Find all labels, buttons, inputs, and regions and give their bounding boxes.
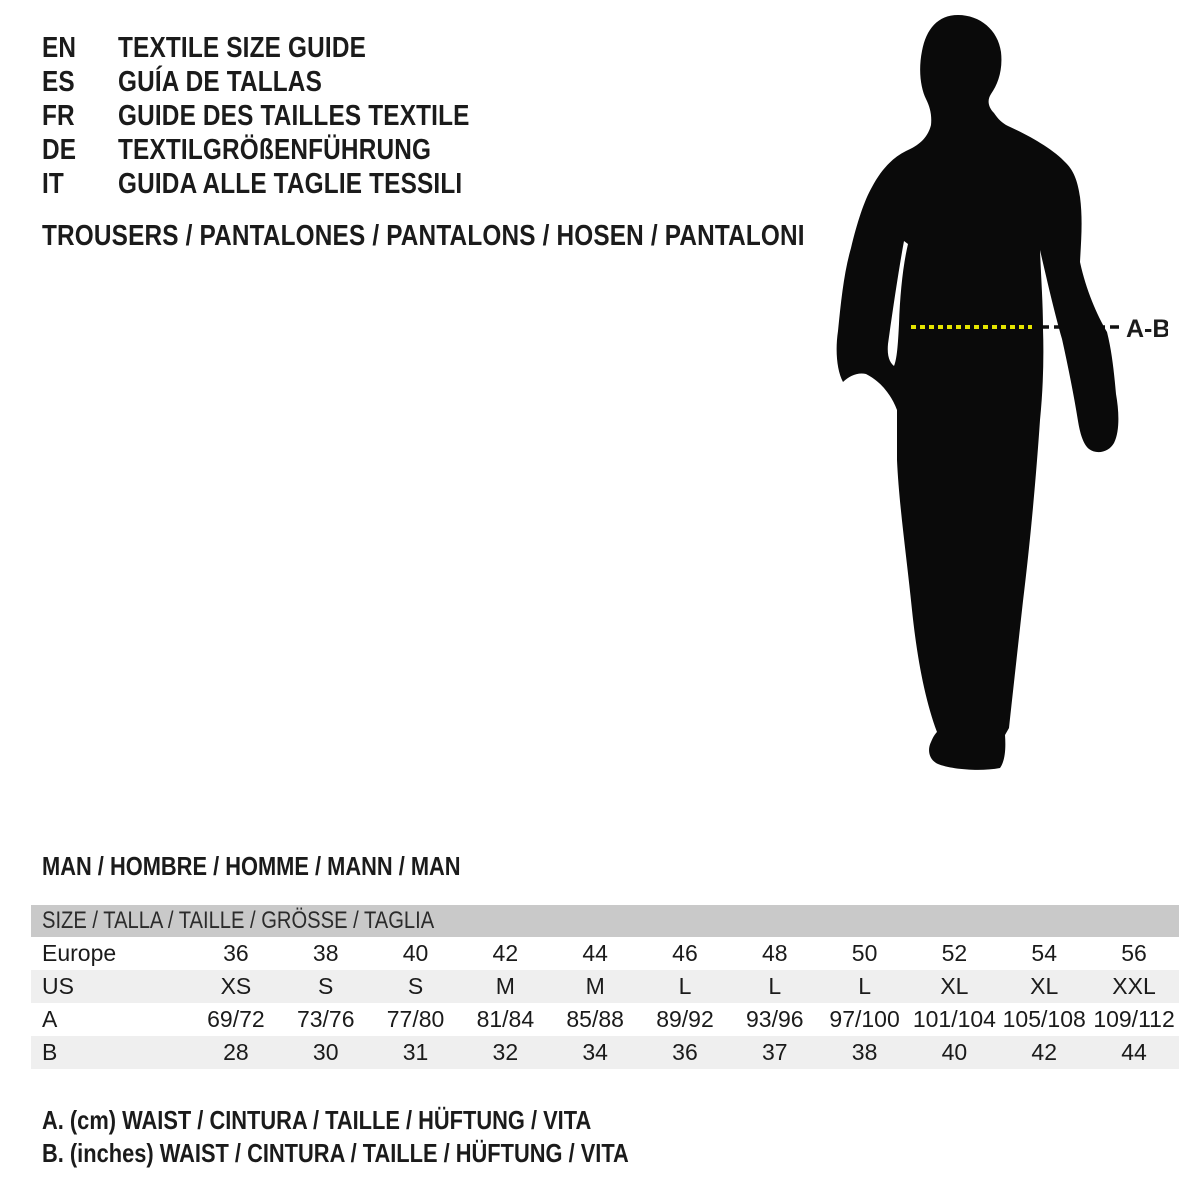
note-a: A. (cm) WAIST / CINTURA / TAILLE / HÜFTUNG / VITA [42, 1104, 592, 1135]
size-cell: 38 [851, 1039, 878, 1065]
language-row [42, 133, 537, 167]
size-cell: L [678, 973, 692, 999]
language-code: EN [42, 31, 77, 64]
size-cell: 81/84 [476, 1006, 535, 1032]
language-code: FR [42, 99, 75, 132]
size-cell: 40 [941, 1039, 968, 1065]
size-cell: 89/92 [656, 1006, 714, 1032]
language-row [42, 167, 537, 201]
note-b: B. (inches) WAIST / CINTURA / TAILLE / HÜFTUNG / VITA [42, 1137, 629, 1168]
size-cell: M [585, 973, 605, 999]
size-cell: S [407, 973, 424, 999]
size-cell: 36 [672, 1039, 698, 1065]
size-cell: 44 [582, 940, 608, 966]
size-cell: 54 [1031, 940, 1058, 966]
row-label: A [42, 1006, 58, 1032]
row-label: US [42, 973, 74, 999]
size-cell: 73/76 [296, 1006, 355, 1032]
size-cell: 48 [761, 940, 788, 966]
size-cell: 38 [312, 940, 339, 966]
size-cell: M [495, 973, 515, 999]
size-cell: XL [1030, 973, 1059, 999]
size-table-header: SIZE / TALLA / TAILLE / GRÖSSE / TAGLIA [31, 905, 1179, 937]
size-cell: 93/96 [746, 1006, 804, 1032]
size-cell: 32 [492, 1039, 519, 1065]
language-title: TEXTILGRÖßENFÜHRUNG [118, 133, 432, 166]
size-cell: XL [940, 973, 969, 999]
size-cell: 97/100 [829, 1006, 900, 1032]
size-table [31, 905, 1179, 1069]
section-heading-man: MAN / HOMBRE / HOMME / MANN / MAN [42, 850, 461, 881]
size-cell: 42 [1031, 1039, 1058, 1065]
size-cell: 109/112 [1093, 1006, 1175, 1032]
figure-silhouette [818, 0, 1168, 790]
size-cell: 50 [851, 940, 878, 966]
language-title: GUIDE DES TAILLES TEXTILE [118, 99, 470, 132]
language-title-list [42, 31, 537, 201]
size-cell: 52 [941, 940, 968, 966]
size-cell: L [858, 973, 871, 999]
table-row-b-inches [31, 1036, 1179, 1069]
man-silhouette-path [837, 15, 1119, 770]
language-code: IT [42, 167, 64, 200]
size-cell: 101/104 [912, 1006, 996, 1032]
size-cell: S [318, 973, 334, 999]
size-cell: XXL [1112, 973, 1156, 999]
row-label: B [42, 1039, 58, 1065]
size-cell: 77/80 [386, 1006, 445, 1032]
size-cell: 105/108 [1002, 1006, 1086, 1032]
size-cell: 40 [402, 940, 429, 966]
table-row-a-cm [31, 1003, 1179, 1036]
language-title: GUIDA ALLE TAGLIE TESSILI [118, 167, 463, 200]
language-code: ES [42, 65, 75, 98]
language-row [42, 31, 537, 65]
size-cell: XS [220, 973, 252, 999]
language-code: DE [42, 133, 77, 166]
size-cell: 46 [672, 940, 698, 966]
size-cell: 34 [582, 1039, 608, 1065]
row-label: Europe [42, 940, 117, 966]
language-title: TEXTILE SIZE GUIDE [118, 31, 367, 64]
size-cell: 31 [402, 1039, 429, 1065]
garment-heading: TROUSERS / PANTALONES / PANTALONS / HOSEN / PANTALONI [42, 219, 805, 252]
size-cell: 36 [223, 940, 249, 966]
size-cell: 42 [492, 940, 519, 966]
table-row-us [31, 970, 1179, 1003]
size-cell: 37 [761, 1039, 788, 1065]
language-row [42, 65, 537, 99]
measure-label: A-B [1126, 315, 1168, 343]
size-cell: 44 [1121, 1039, 1147, 1065]
language-row [42, 99, 537, 133]
size-cell: 56 [1121, 940, 1147, 966]
table-row-europe [31, 937, 1179, 970]
size-cell: 85/88 [566, 1006, 624, 1032]
size-cell: 28 [223, 1039, 249, 1065]
size-cell: 69/72 [207, 1006, 265, 1032]
size-cell: 30 [312, 1039, 339, 1065]
language-title: GUÍA DE TALLAS [118, 65, 322, 98]
size-cell: L [768, 973, 782, 999]
